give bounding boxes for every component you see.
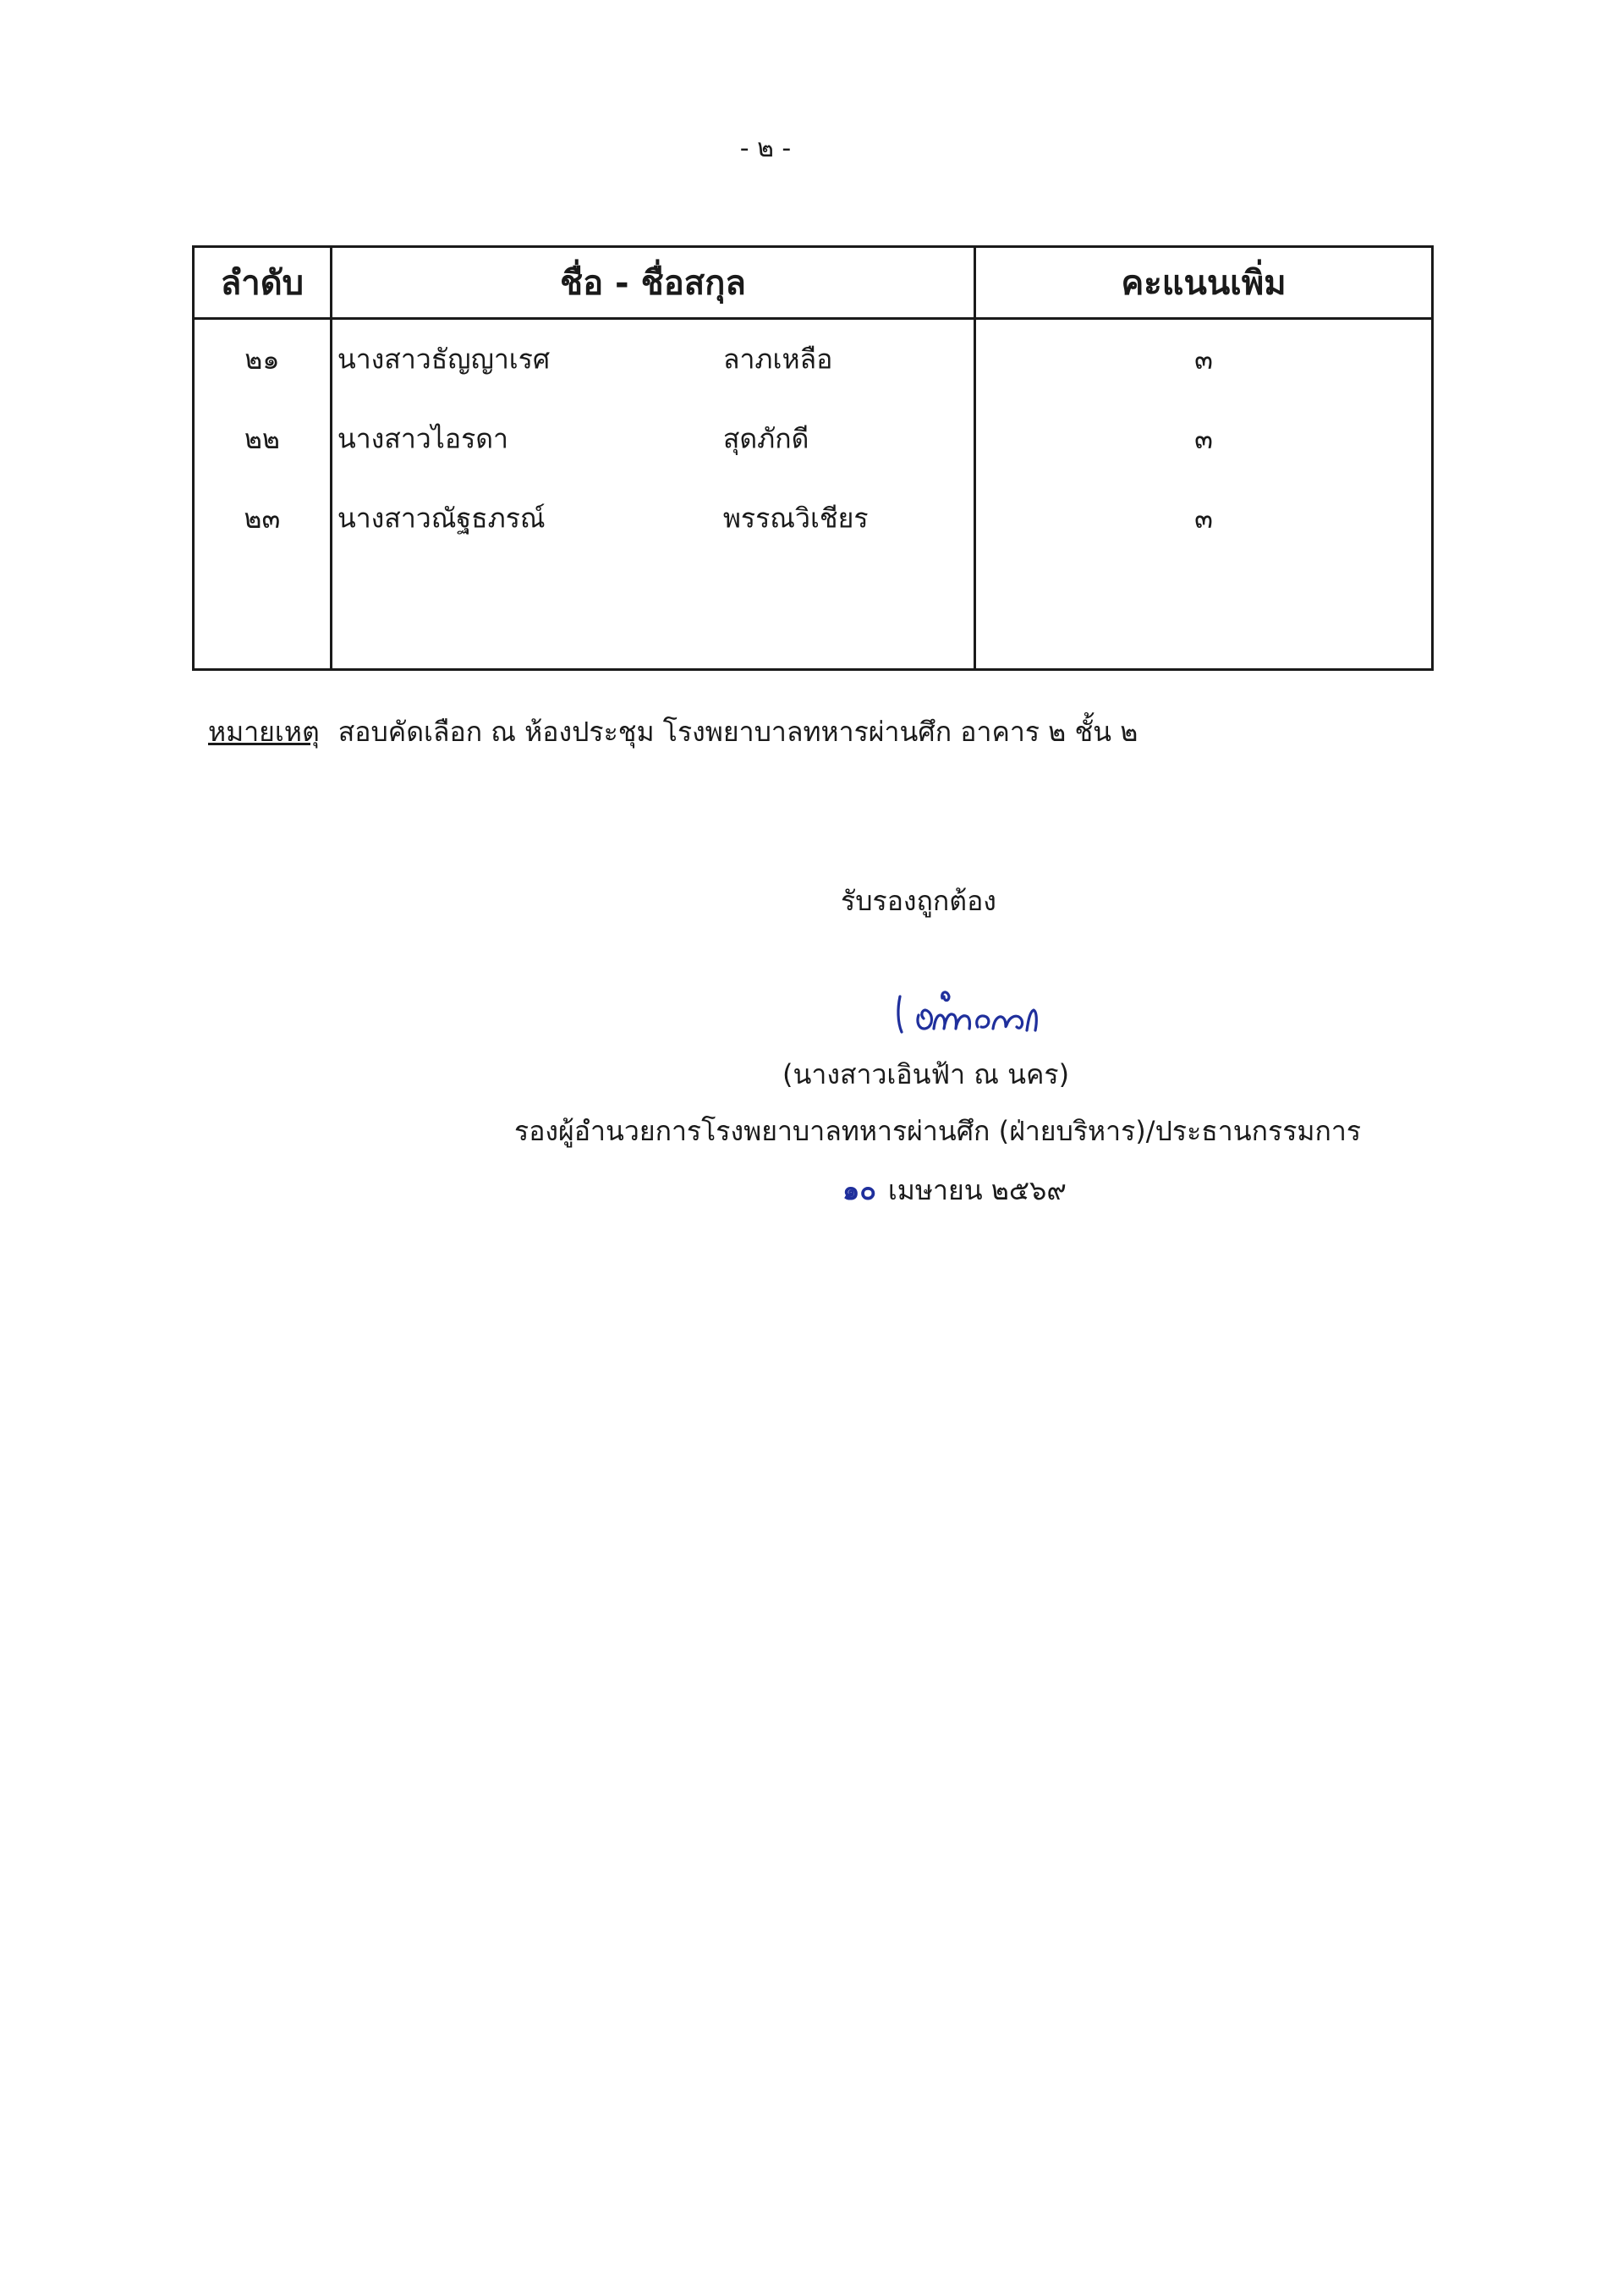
- header-order: ลำดับ: [194, 247, 332, 319]
- empty-cell: [331, 558, 974, 670]
- table-header-row: [194, 247, 1433, 319]
- certified-text: รับรองถูกต้อง: [841, 885, 996, 917]
- score-cell: ๓: [975, 319, 1433, 400]
- order-cell: ๒๒: [194, 399, 332, 479]
- name-cell: [331, 479, 974, 558]
- last-name: สุดภักดี: [722, 422, 809, 455]
- remark: [208, 711, 1138, 754]
- first-name: นางสาวณัฐธภรณ์: [337, 502, 546, 535]
- name-cell: [331, 319, 974, 400]
- table-row: [194, 479, 1433, 558]
- score-cell: ๓: [975, 399, 1433, 479]
- order-cell: ๒๓: [194, 479, 332, 558]
- signer-title: รองผู้อำนวยการโรงพยาบาลทหารผ่านศึก (ฝ่ายบริหาร)/ประธานกรรมการ: [514, 1115, 1361, 1147]
- header-score: คะแนนเพิ่ม: [975, 247, 1433, 319]
- signer-name: (นางสาวเอินฟ้า ณ นคร): [782, 1058, 1070, 1090]
- last-name: พรรณวิเชียร: [722, 502, 869, 535]
- handwritten-signature: [893, 981, 1045, 1040]
- last-name: ลาภเหลือ: [722, 343, 833, 376]
- empty-cell: [975, 558, 1433, 670]
- table-row: [194, 399, 1433, 479]
- empty-table-row: [194, 558, 1433, 670]
- score-cell: ๓: [975, 479, 1433, 558]
- remark-label: หมายเหตุ: [208, 716, 320, 748]
- remark-text: สอบคัดเลือก ณ ห้องประชุม โรงพยาบาลทหารผ่านศึก อาคาร ๒ ชั้น ๒: [337, 716, 1138, 748]
- first-name: นางสาวไอรดา: [337, 422, 509, 455]
- order-cell: ๒๑: [194, 319, 332, 400]
- page-number: - ๒ -: [739, 134, 792, 163]
- sign-date-day: ๑๐: [842, 1174, 876, 1206]
- empty-cell: [194, 558, 332, 670]
- first-name: นางสาวธัญญาเรศ: [337, 343, 551, 376]
- name-cell: [331, 399, 974, 479]
- table-row: [194, 319, 1433, 400]
- score-table: [192, 245, 1434, 671]
- header-name: ชื่อ - ชื่อสกุล: [331, 247, 974, 319]
- sign-date-month-year: เมษายน ๒๕๖๙: [887, 1174, 1067, 1206]
- sign-date: [842, 1169, 1067, 1212]
